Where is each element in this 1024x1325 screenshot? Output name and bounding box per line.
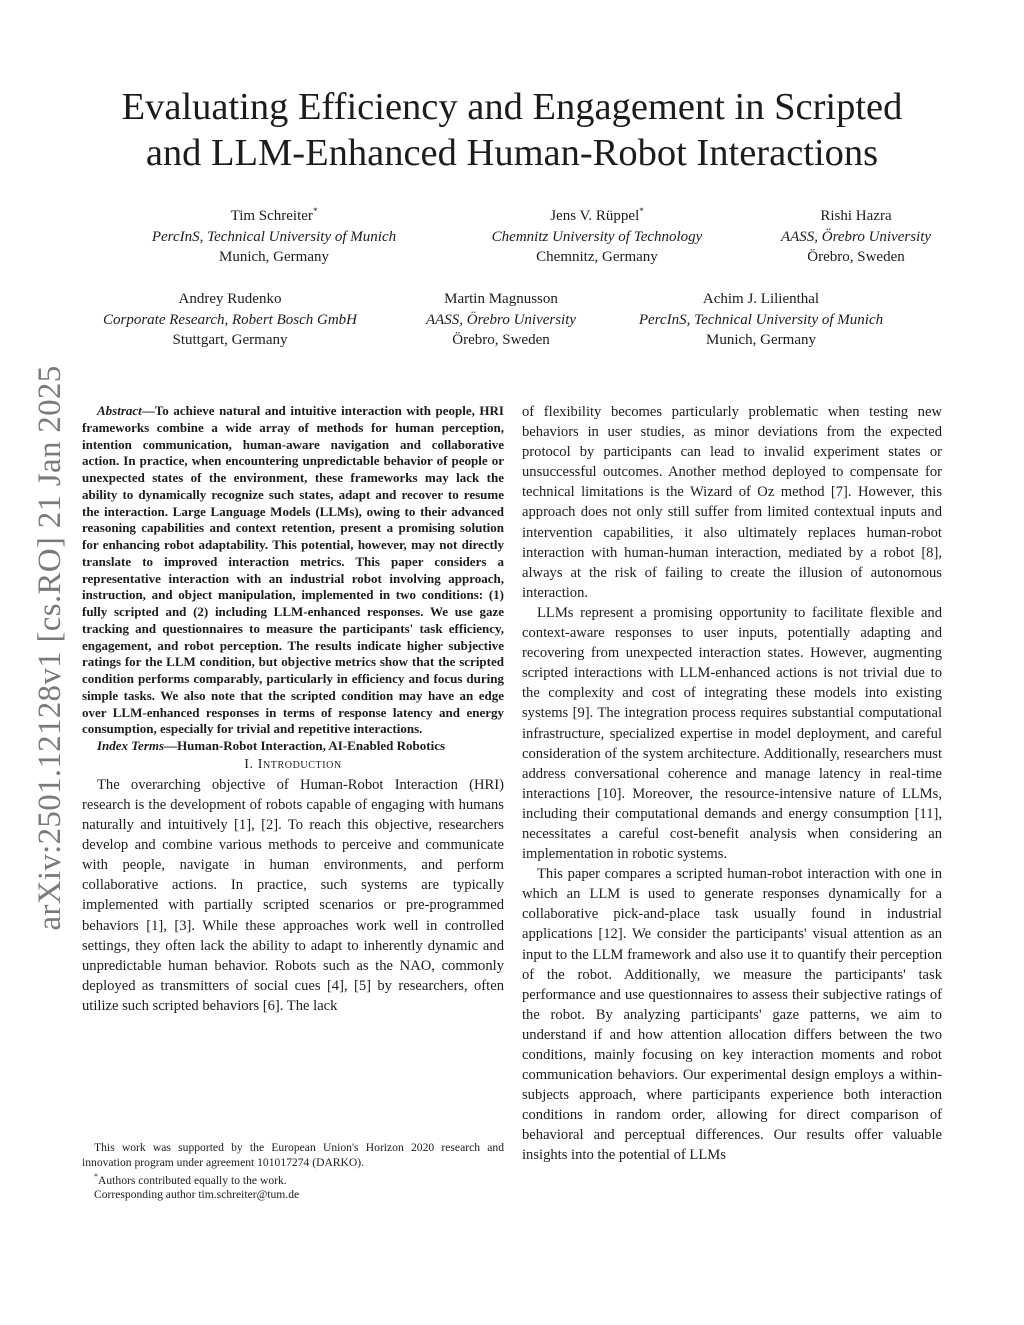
author-location: Örebro, Sweden	[452, 332, 550, 348]
author-block	[72, 284, 388, 351]
abstract-label: Abstract	[97, 403, 142, 418]
body-paragraph: This paper compares a scripted human-robot interaction with one in which an LLM is used to generate responses dynamically for a collaborative pick-and-place task usually found in industrial applications [12]. We consider the participants' visual attention as an input to the LLM framework and also use it to quantify their perception of the robot. Additionally, we measure the participants' task performance and use questionnaires to assess their subjective ratings of the robot. By analyzing participants' gaze patterns, we aim to understand if and how attention allocation differs between the two conditions, mainly focusing on key interaction moments and robot communication behaviors. Our experimental design employs a within-subjects approach, where participants experience both interaction conditions in random order, allowing for direct comparison of behavioral and perceptual differences. Our results offer valuable insights into the potential of LLMs	[522, 866, 942, 1164]
title-line-2: and LLM-Enhanced Human-Robot Interactions	[145, 132, 879, 174]
author-affiliation: PercInS, Technical University of Munich	[638, 311, 884, 328]
author-name: Andrey Rudenko	[178, 291, 282, 307]
author-location: Munich, Germany	[706, 332, 816, 348]
title-line-1: Evaluating Efficiency and Engagement in Scripted	[121, 86, 903, 128]
author-location: Chemnitz, Germany	[536, 249, 658, 265]
body-paragraph: LLMs represent a promising opportunity to facilitate flexible and context-aware responses to user inputs, potentially adapting and recovering from unexpected interaction states. However, augmenting scripted interactions with LLM-enhanced actions is not trivial due to the complexity and cost of integrating these models into existing systems [9]. The integration process requires substantial computational infrastructure, specialized expertise in model deployment, and careful consideration of the system architecture. Additionally, researchers must address conversational coherence and manage latency in real-time interactions [10]. Moreover, the resource-intensive nature of LLMs, including their computational demands and energy consumption [11], necessitates a careful cost-benefit analysis when considering an implementation in robotic systems.	[522, 604, 942, 863]
author-affiliation: AASS, Örebro University	[780, 228, 932, 245]
author-block	[615, 284, 907, 351]
author-name: Martin Magnusson	[444, 291, 558, 307]
author-block	[447, 201, 747, 268]
footnote-corresponding: Corresponding author tim.schreiter@tum.de	[94, 1188, 300, 1202]
author-affiliation: PercInS, Technical University of Munich	[151, 228, 397, 245]
author-location: Munich, Germany	[219, 249, 329, 265]
abstract	[82, 403, 504, 738]
index-terms-label: Index Terms	[97, 738, 165, 753]
author-block	[756, 201, 956, 268]
author-block	[406, 284, 596, 351]
abstract-text: —To achieve natural and intuitive interaction with people, HRI frameworks combine a wide array of methods for human perception, intention communication, human-aware navigation and collaborative action. In practice, when encountering unpredictable behavior of people or unexpected states of the environment, these frameworks may lack the ability to dynamically recognize such states, adapt and recover to resume the interaction. Large Language Models (LLMs), owing to their advanced reasoning capabilities and context retention, present a promising solution for enhancing robot adaptability. This potential, however, may not directly translate to improved interaction metrics. This paper considers a representative interaction with an industrial robot involving approach, instruction, and object manipulation, implemented in two conditions: (1) fully scripted and (2) including LLM-enhanced responses. We use gaze tracking and questionnaires to measure the participants' task efficiency, engagement, and robot perception. The results indicate higher subjective ratings for the LLM condition, but objective metrics show that the scripted condition performs comparably, particularly in efficiency and focus during simple tasks. We also note that the scripted condition may have an edge over LLM-enhanced responses in terms of response latency and energy consumption, especially for trivial and repetitive interactions.	[82, 403, 504, 737]
author-block	[124, 201, 424, 268]
author-affiliation: AASS, Örebro University	[425, 311, 577, 328]
right-column	[522, 402, 942, 1166]
author-name: Achim J. Lilienthal	[702, 291, 820, 307]
index-terms-text: —Human-Robot Interaction, AI-Enabled Robotics	[164, 738, 446, 753]
index-terms	[82, 738, 504, 755]
footnote-equal-contribution: *Authors contributed equally to the work.	[94, 1172, 287, 1187]
arxiv-identifier: arXiv:2501.12128v1 [cs.RO] 21 Jan 2025	[32, 365, 68, 931]
author-location: Örebro, Sweden	[807, 249, 905, 265]
body-paragraph: The overarching objective of Human-Robot Interaction (HRI) research is the development of robots capable of engaging with humans naturally and intuitively [1], [2]. To reach this objective, researchers develop and combine various methods to perceive and communicate with people, navigate in human environments, and perform collaborative actions. In practice, such systems are typically implemented with partially scripted scenarios or pre-programmed behaviors [1], [3]. While these approaches work well in controlled settings, they often lack the ability to adapt to inherently dynamic and unpredictable human behavior. Robots such as the NAO, commonly deployed as transmitters of social cues [4], [5] by researchers, often utilize such scripted behaviors [6]. The lack	[82, 776, 504, 1014]
author-affiliation: Chemnitz University of Technology	[491, 228, 703, 245]
body-paragraph: of flexibility becomes particularly problematic when testing new behaviors in user studies, as minor deviations from the expected protocol by participants can lead to invalid experiment states or unsuccessful outcomes. Another method deployed to compensate for technical limitations is the Wizard of Oz method [7]. However, this approach does not only still suffer from limited contextual inputs and intervention capabilities, it also ultimately replaces human-robot interaction with human-human interaction, mediated by a robot [8], always at the risk of failing to create the illusion of autonomous interaction.	[522, 404, 942, 601]
paper-title	[60, 84, 964, 176]
author-name: Jens V. Rüppel*	[550, 206, 644, 224]
section-heading: I. Introduction	[244, 756, 342, 772]
author-location: Stuttgart, Germany	[172, 332, 288, 348]
author-name: Rishi Hazra	[820, 208, 892, 224]
author-name: Tim Schreiter*	[230, 206, 318, 224]
footnotes	[82, 1141, 504, 1203]
author-affiliation: Corporate Research, Robert Bosch GmbH	[103, 311, 357, 328]
left-column	[82, 403, 504, 1016]
footnote-funding: This work was supported by the European Union's Horizon 2020 research and innovation program under agreement 101017274 (DARKO).	[82, 1141, 504, 1169]
